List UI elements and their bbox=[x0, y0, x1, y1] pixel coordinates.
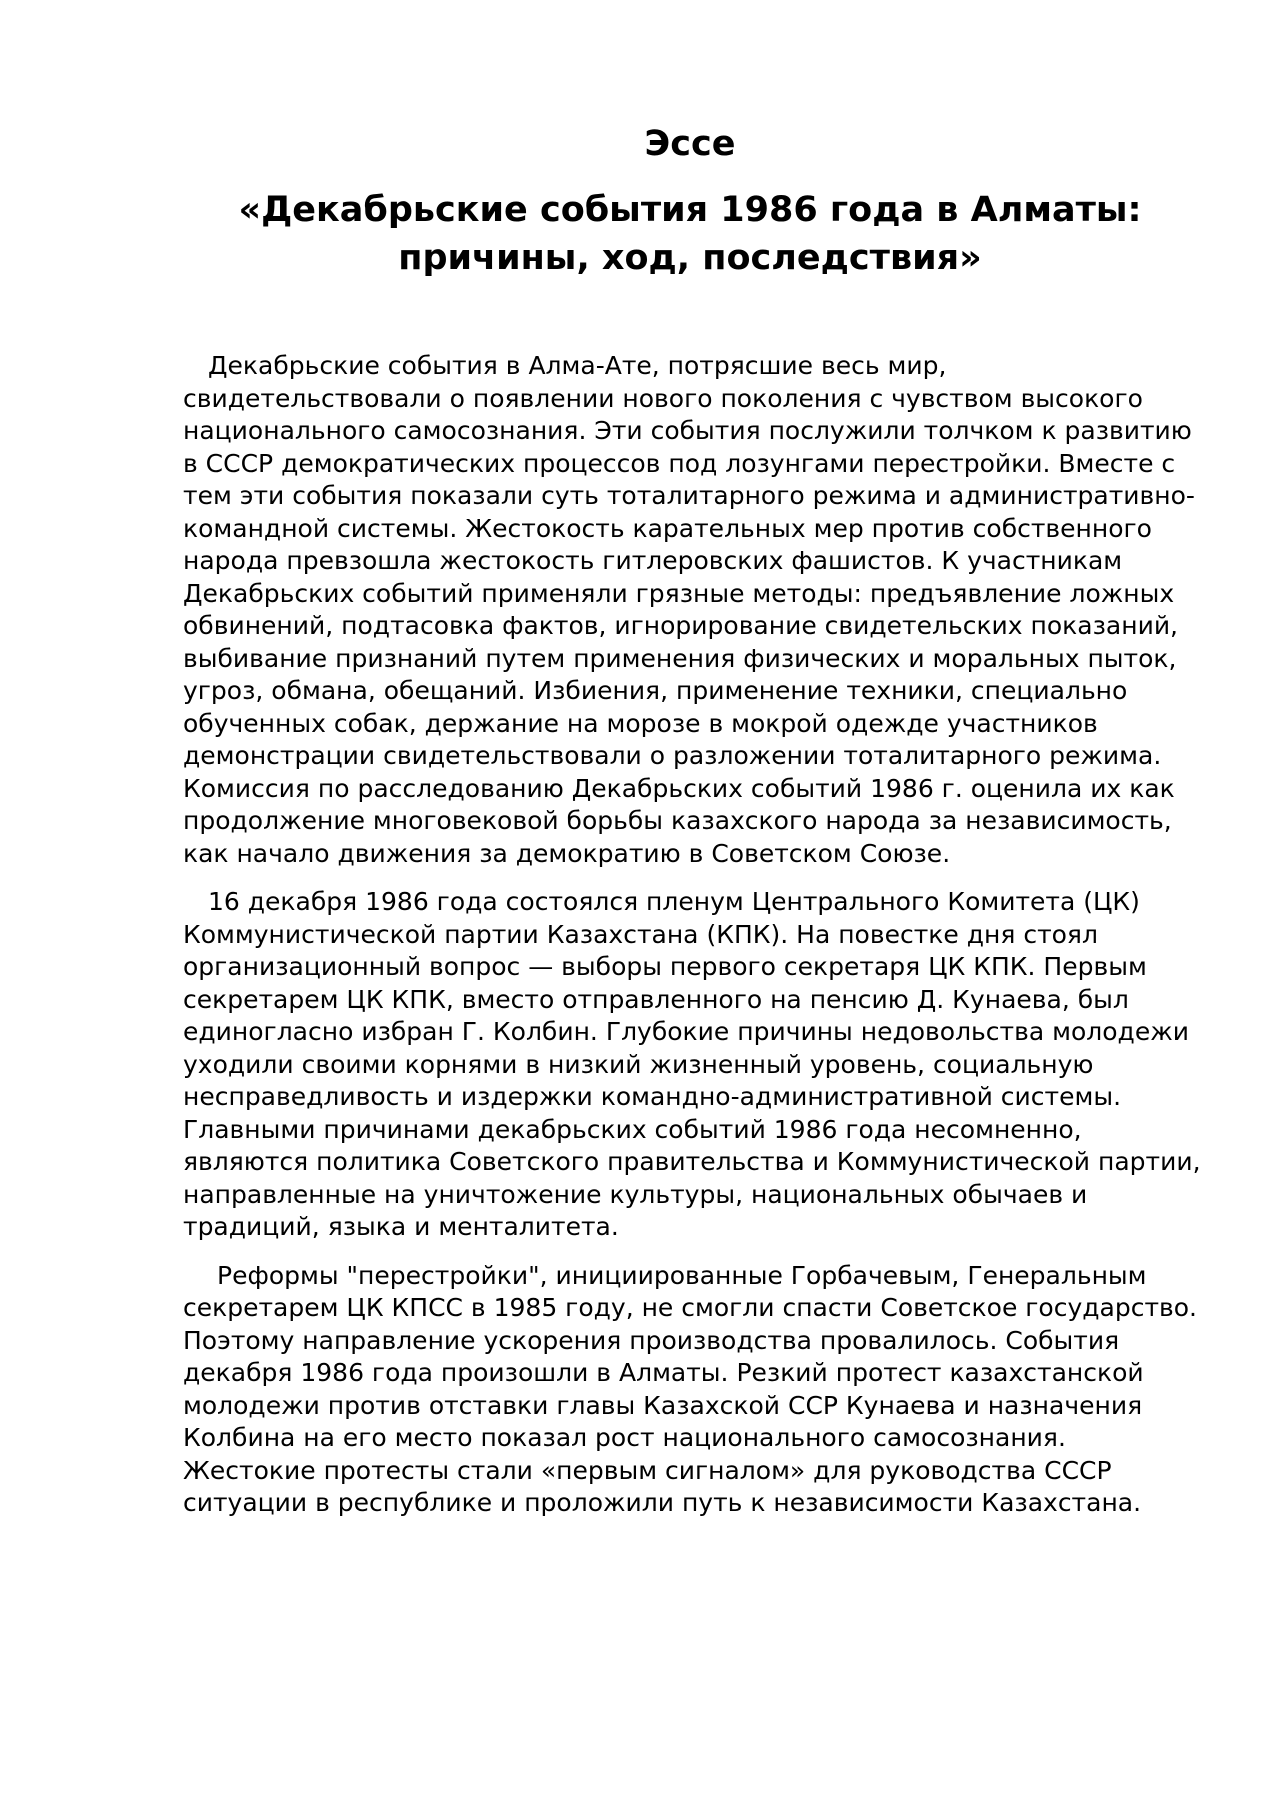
essay-paragraph-3: Реформы "перестройки", инициированные Горбачевым, Генеральным секретарем ЦК КПСС в 1985 году, не смогли спасти Советское государство. Поэтому направление ускорения производства провалилось. События декабря 1986 года произошли в Алматы. Резкий протест казахстанской молодежи против отставки главы Казахской ССР Кунаева и назначения Колбина на его место показал рост национального самосознания. Жестокие протесты стали «первым сигналом» для руководства СССР ситуации в республике и проложили путь к независимости Казахстана. bbox=[183, 1260, 1198, 1517]
essay-paragraph-2: 16 декабря 1986 года состоялся пленум Центрального Комитета (ЦК) Коммунистической партии Казахстана (КПК). На повестке дня стоял организационный вопрос — выборы первого секретаря ЦК КПК. Первым секретарем ЦК КПК, вместо отправленного на пенсию Д. Кунаева, был единогласно избран Г. Колбин. Глубокие причины недовольства молодежи уходили своими корнями в низкий жизненный уровень, социальную несправедливость и издержки командно-административной системы. Главными причинами декабрьских событий 1986 года несомненно, являются политика Советского правительства и Коммунистической партии, направленные на уничтожение культуры, национальных обычаев и традиций, языка и менталитета. bbox=[183, 887, 1201, 1241]
document-kind-heading: Эссе bbox=[644, 124, 736, 164]
essay-body bbox=[183, 350, 1203, 1536]
essay-title: «Декабрьские события 1986 года в Алматы: причины, ход, последствия» bbox=[238, 190, 1142, 278]
essay-paragraph-1: Декабрьские события в Алма-Ате, потрясшие весь мир, свидетельствовали о появлении нового поколения с чувством высокого национального самосознания. Эти события послужили толчком к развитию в СССР демократических процессов под лозунгами перестройки. Вместе с тем эти события показали суть тоталитарного режима и административно-командной системы. Жестокость карательных мер против собственного народа превзошла жестокость гитлеровских фашистов. К участникам Декабрьских событий применяли грязные методы: предъявление ложных обвинений, подтасовка фактов, игнорирование свидетельских показаний, выбивание признаний путем применения физических и моральных пыток, угроз, обмана, обещаний. Избиения, применение техники, специально обученных собак, держание на морозе в мокрой одежде участников демонстрации свидетельствовали о разложении тоталитарного режима. Комиссия по расследованию Декабрьских событий 1986 г. оценила их как продолжение многовековой борьбы казахского народа за независимость, как начало движения за демократию в Советском Союзе. bbox=[183, 351, 1195, 868]
